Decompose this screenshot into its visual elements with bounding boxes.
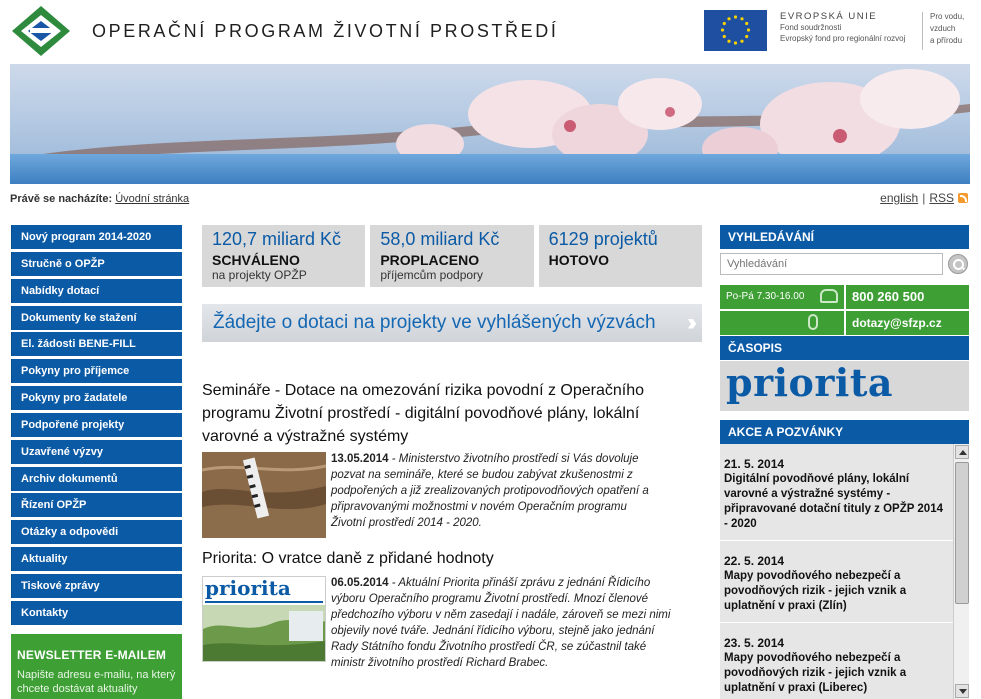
eu-fund-regional: Evropský fond pro regionální rozvoj (780, 34, 906, 43)
events-panel (720, 420, 969, 444)
breadcrumb (10, 193, 189, 205)
newsletter-title: NEWSLETTER E-MAILEM (17, 648, 167, 662)
scroll-thumb[interactable] (955, 462, 969, 604)
search-row (720, 252, 969, 276)
article-dash: - (388, 577, 399, 589)
scroll-up-icon[interactable] (955, 445, 969, 459)
stat-caption: na projekty OPŽP (212, 268, 307, 282)
stat-approved[interactable] (202, 225, 365, 287)
event-text: Mapy povodňového nebezpečí a povodňových rizik - jejich vznik a uplatnění v praxi (Liberec) (724, 652, 907, 694)
eu-motto (930, 11, 974, 47)
breadcrumb-home-link[interactable]: Úvodní stránka (115, 193, 190, 205)
events-heading: AKCE A POZVÁNKY (720, 420, 969, 444)
stat-label: PROPLACENO (380, 252, 480, 268)
motto-line-2: vzduch (930, 24, 956, 33)
eu-divider (922, 12, 923, 50)
header-banner (10, 64, 970, 184)
rss-link[interactable]: RSS (929, 191, 954, 205)
newsletter-box (11, 634, 182, 699)
events-scrollbar[interactable] (953, 444, 969, 699)
search-heading: VYHLEDÁVÁNÍ (720, 225, 969, 249)
menu-item-closed-calls[interactable]: Uzavřené výzvy (11, 440, 182, 464)
menu-item-bene-fill[interactable]: El. žádosti BENE-FILL (11, 332, 182, 356)
contact-mouse (720, 311, 844, 335)
article-title-priorita[interactable]: Priorita: O vratce daně z přidané hodnoty (202, 550, 494, 567)
eu-block (704, 10, 974, 52)
scroll-down-icon[interactable] (955, 684, 969, 698)
mouse-icon (808, 314, 818, 330)
opzp-logo-icon[interactable] (10, 4, 72, 58)
english-link[interactable]: english (880, 191, 919, 205)
banner-strip (10, 154, 970, 184)
main-menu (11, 225, 182, 628)
stat-paid[interactable] (370, 225, 533, 287)
apply-grant-text: Žádejte o dotaci na projekty ve vyhlášených výzvách (213, 312, 656, 333)
contact-phone[interactable]: 800 260 500 (846, 285, 969, 309)
article-dash: - (388, 453, 399, 465)
eu-title: EVROPSKÁ UNIE (780, 11, 878, 22)
motto-line-3: a přírodu (930, 36, 963, 45)
stat-label: HOTOVO (548, 252, 610, 268)
stat-value: 120,7 miliard Kč (212, 229, 342, 249)
menu-item-contacts[interactable]: Kontakty (11, 601, 182, 625)
site-title: OPERAČNÍ PROGRAM ŽIVOTNÍ PROSTŘEDÍ (92, 21, 559, 41)
eu-flag-icon (704, 10, 767, 51)
menu-item-supported-projects[interactable]: Podpořené projekty (11, 413, 182, 437)
header (0, 0, 981, 64)
priorita-magazine-logo[interactable]: priorita (720, 361, 969, 411)
article-body-seminars (331, 451, 661, 531)
stat-caption: příjemcům podpory (380, 268, 484, 282)
stat-label: SCHVÁLENO (212, 252, 300, 268)
stat-value: 6129 projektů (548, 229, 658, 249)
language-bar (880, 191, 968, 205)
search-icon[interactable] (948, 254, 968, 274)
eu-fund-cohesion: Fond soudržnosti (780, 23, 842, 32)
event-date: 22. 5. 2014 (724, 554, 785, 568)
phone-icon (820, 289, 838, 303)
search-panel (720, 225, 969, 249)
hours-text: Po-Pá 7.30-16.00 (726, 291, 805, 302)
menu-item-recipients[interactable]: Pokyny pro příjemce (11, 359, 182, 383)
search-input[interactable] (720, 253, 943, 275)
article-title-seminars[interactable]: Semináře - Dotace na omezování rizika povodní z Operačního programu Životní prostředí - digitální povodňové plány, lokální varovné a výstražné systémy (202, 382, 645, 445)
event-item[interactable] (720, 622, 969, 696)
event-text: Digitální povodňové plány, lokální varovné a výstražné systémy - připravované dotační tituly z OPŽP 2014 - 2020 (724, 473, 943, 530)
menu-item-news[interactable]: Aktuality (11, 547, 182, 571)
double-arrow-icon: ›› (687, 309, 691, 336)
contact-hours (720, 285, 844, 309)
thumbnail-logo: priorita (205, 576, 291, 600)
rss-icon[interactable] (958, 193, 968, 203)
breadcrumb-label: Právě se nacházíte: (10, 193, 113, 205)
event-date: 23. 5. 2014 (724, 636, 785, 650)
contact-box (720, 285, 969, 335)
menu-item-archive[interactable]: Archiv dokumentů (11, 467, 182, 491)
events-list (720, 444, 969, 699)
menu-item-grants[interactable]: Nabídky dotací (11, 279, 182, 303)
eu-text (780, 11, 920, 44)
stat-projects[interactable] (539, 225, 702, 287)
menu-item-management[interactable]: Řízení OPŽP (11, 493, 182, 517)
event-text: Mapy povodňového nebezpečí a povodňových rizik - jejich vznik a uplatnění v praxi (Zlín) (724, 570, 907, 612)
article-date: 13.05.2014 (331, 453, 389, 465)
menu-item-new-program[interactable]: Nový program 2014-2020 (11, 225, 182, 249)
magazine-panel (720, 336, 969, 360)
apply-grant-banner[interactable] (202, 304, 702, 342)
article-body-wrap (202, 575, 672, 671)
article-text: Ministerstvo životního prostředí si Vás dovoluje pozvat na semináře, které se budou zabývat zkušenostmi z podpořených a již zrealizovaných protipovodňových opatření a připravovanými možnostmi v novém Operačním programu Životní prostředí 2014 - 2020. (331, 453, 649, 529)
event-item[interactable] (720, 444, 969, 532)
lang-separator: | (922, 191, 926, 205)
article-date: 06.05.2014 (331, 577, 389, 589)
stat-value: 58,0 miliard Kč (380, 229, 500, 249)
event-date: 21. 5. 2014 (724, 457, 785, 471)
menu-item-downloads[interactable]: Dokumenty ke stažení (11, 306, 182, 330)
flood-gauge-image[interactable] (202, 452, 326, 538)
menu-item-faq[interactable]: Otázky a odpovědi (11, 520, 182, 544)
menu-item-applicants[interactable]: Pokyny pro žadatele (11, 386, 182, 410)
newsletter-text: Napište adresu e-mailu, na který chcete dostávat aktuality (17, 669, 176, 695)
event-item[interactable] (720, 540, 969, 614)
magazine-heading: ČASOPIS (720, 336, 969, 360)
stats-row (202, 225, 702, 287)
motto-line-1: Pro vodu, (930, 12, 965, 21)
article-text: Aktuální Priorita přináší zprávu z jednání Řídicího výboru Operačního programu Životní prostředí. Mnozí členové předchozího výboru v něm zasedají i nadále, zároveň se mezi nimi objevily nové tváře. Jednání řídicího výboru, stejně jako jednání Rady Státního fondu Životního prostředí ČR, se zúčastnil také ministr životního prostředí Richard Brabec. (331, 577, 671, 669)
menu-item-press[interactable]: Tiskové zprávy (11, 574, 182, 598)
contact-email[interactable]: dotazy@sfzp.cz (846, 311, 969, 335)
menu-item-about[interactable]: Stručně o OPŽP (11, 252, 182, 276)
article-body-priorita (202, 575, 672, 671)
